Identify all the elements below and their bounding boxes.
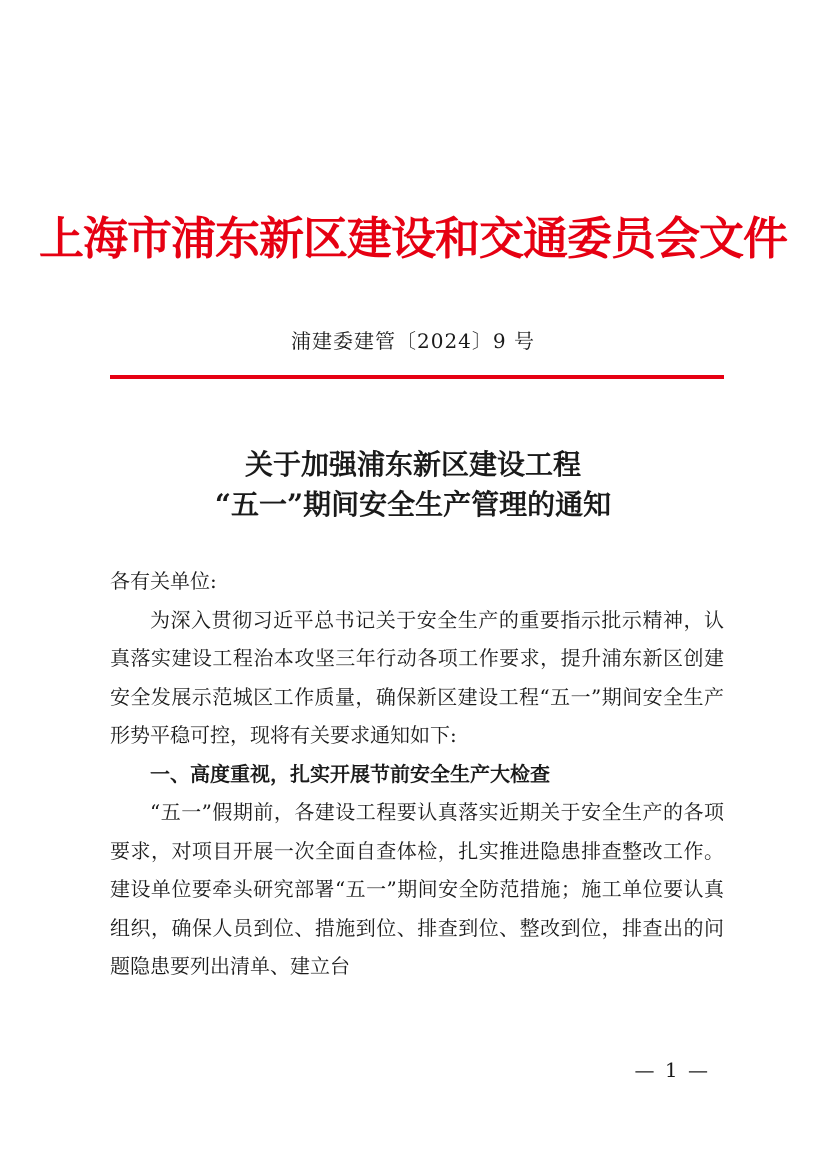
- intro-paragraph: 为深入贯彻习近平总书记关于安全生产的重要指示批示精神，认真落实建设工程治本攻坚三年行动各项工作要求，提升浦东新区创建安全发展示范城区工作质量，确保新区建设工程“五一”期间安全生产形势平稳可控，现将有关要求通知如下:: [110, 607, 724, 747]
- section-1-paragraph: “五一”假期前，各建设工程要认真落实近期关于安全生产的各项要求，对项目开展一次全面自查体检，扎实推进隐患排查整改工作。建设单位要牵头研究部署“五一”期间安全防范措施；施工单位要认真组织，确保人员到位、措施到位、排查到位、整改到位，排查出的问题隐患要列出清单、建立台: [110, 800, 724, 978]
- issuer-header: 上海市浦东新区建设和交通委员会文件: [38, 212, 787, 265]
- page-number: — 1 —: [634, 1058, 710, 1082]
- section-1-heading: 一、高度重视，扎实开展节前安全生产大检查: [150, 761, 550, 786]
- salutation: 各有关单位:: [110, 569, 217, 593]
- red-divider-line: [110, 375, 724, 379]
- document-number: 浦建委建管〔2024〕9 号: [291, 329, 535, 353]
- document-body: [110, 562, 724, 986]
- document-title-line-2: “五一”期间安全生产管理的通知: [214, 488, 612, 521]
- document-title-line-1: 关于加强浦东新区建设工程: [244, 448, 581, 481]
